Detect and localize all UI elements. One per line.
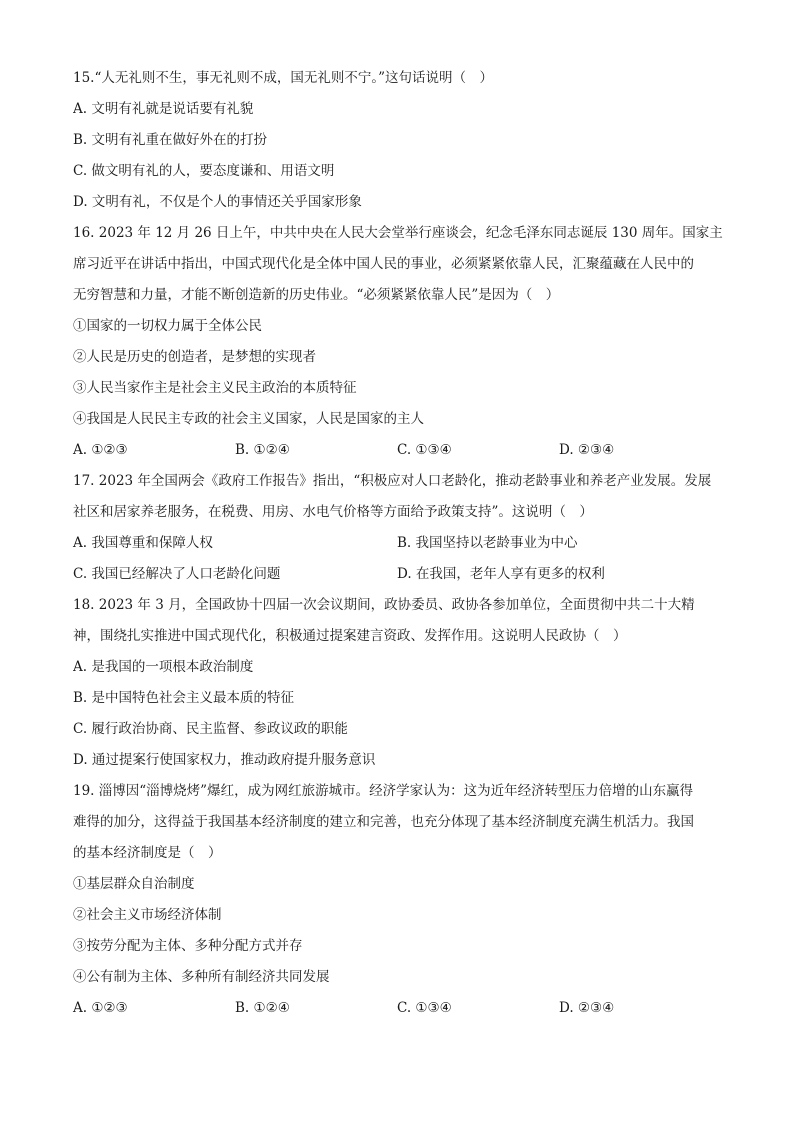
- question-17: [73, 466, 728, 590]
- question-17-stem-line: 17. 2023 年全国两会《政府工作报告》指出，“积极应对人口老龄化，推动老龄事业和养老产业发展。发展: [73, 473, 712, 489]
- question-19-item-2: ②社会主义市场经济体制: [73, 907, 222, 923]
- question-19-option-a: A. ①②③: [73, 1000, 128, 1016]
- question-16-item-3: ③人民当家作主是社会主义民主政治的本质特征: [73, 380, 357, 396]
- question-18-option-a: A. 是我国的一项根本政治制度: [73, 659, 254, 675]
- question-18-option-b: B. 是中国特色社会主义最本质的特征: [73, 690, 295, 706]
- question-19-stem-line: 难得的加分，这得益于我国基本经济制度的建立和完善，也充分体现了基本经济制度充满生机活力。我国: [73, 814, 694, 830]
- question-16-item-1: ①国家的一切权力属于全体公民: [73, 318, 262, 334]
- question-17-options-row-2: [73, 559, 728, 590]
- question-18-option-d: D. 通过提案行使国家权力，推动政府提升服务意识: [73, 752, 376, 768]
- question-18-option-c: C. 履行政治协商、民主监督、参政议政的职能: [73, 721, 348, 737]
- question-15-option-a: A. 文明有礼就是说话要有礼貌: [73, 101, 254, 117]
- question-19-option-b: B. ①②④: [235, 1000, 290, 1016]
- question-16-stem-line: 16. 2023 年 12 月 26 日上午，中共中央在人民大会堂举行座谈会，纪念毛泽东同志诞辰 130 周年。国家主: [73, 225, 723, 241]
- question-16-item-2: ②人民是历史的创造者，是梦想的实现者: [73, 349, 316, 365]
- question-17-option-a: A. 我国尊重和保障人权: [73, 535, 213, 551]
- question-18-stem-line: 18. 2023 年 3 月，全国政协十四届一次会议期间，政协委员、政协各参加单位，全面贯彻中共二十大精: [73, 597, 695, 613]
- question-19-stem-line: 19. 淄博因“淄博烧烤”爆红，成为网红旅游城市。经济学家认为：这为近年经济转型压力倍增的山东赢得: [73, 783, 694, 799]
- question-19-item-1: ①基层群众自治制度: [73, 876, 195, 892]
- exam-page: [73, 63, 728, 1024]
- question-19-option-c: C. ①③④: [397, 1000, 452, 1016]
- question-19: [73, 776, 728, 1024]
- question-15-option-d: D. 文明有礼，不仅是个人的事情还关乎国家形象: [73, 194, 362, 210]
- question-16-option-d: D. ②③④: [559, 442, 615, 458]
- question-17-option-d: D. 在我国，老年人享有更多的权利: [397, 566, 605, 582]
- question-17-option-b: B. 我国坚持以老龄事业为中心: [397, 535, 578, 551]
- question-18-stem-line: 神，围绕扎实推进中国式现代化，积极通过提案建言资政、发挥作用。这说明人民政协（ ）: [73, 628, 627, 644]
- question-19-item-4: ④公有制为主体、多种所有制经济共同发展: [73, 969, 330, 985]
- question-15-option-b: B. 文明有礼重在做好外在的打扮: [73, 132, 268, 148]
- question-19-stem-line: 的基本经济制度是（ ）: [73, 845, 222, 861]
- question-17-option-c: C. 我国已经解决了人口老龄化问题: [73, 566, 281, 582]
- question-16-options: [73, 435, 728, 466]
- question-16-option-a: A. ①②③: [73, 442, 128, 458]
- question-16-option-b: B. ①②④: [235, 442, 290, 458]
- question-19-options: [73, 993, 728, 1024]
- question-17-options-row-1: [73, 528, 728, 559]
- question-16-stem-line: 无穷智慧和力量，才能不断创造新的历史伟业。“必须紧紧依靠人民”是因为（ ）: [73, 287, 560, 303]
- question-18: [73, 590, 728, 776]
- question-15-option-c: C. 做文明有礼的人，要态度谦和、用语文明: [73, 163, 335, 179]
- question-16-option-c: C. ①③④: [397, 442, 452, 458]
- question-15-stem: 15.“人无礼则不生，事无礼则不成，国无礼则不宁。”这句话说明（ ）: [73, 70, 494, 86]
- question-17-stem-line: 社区和居家养老服务，在税费、用房、水电气价格等方面给予政策支持”。这说明（ ）: [73, 504, 593, 520]
- question-15: [73, 63, 728, 218]
- question-16: [73, 218, 728, 466]
- question-19-option-d: D. ②③④: [559, 1000, 615, 1016]
- question-16-item-4: ④我国是人民民主专政的社会主义国家，人民是国家的主人: [73, 411, 424, 427]
- question-16-stem-line: 席习近平在讲话中指出，中国式现代化是全体中国人民的事业，必须紧紧依靠人民，汇聚蕴藏在人民中的: [73, 256, 694, 272]
- question-19-item-3: ③按劳分配为主体、多种分配方式并存: [73, 938, 303, 954]
